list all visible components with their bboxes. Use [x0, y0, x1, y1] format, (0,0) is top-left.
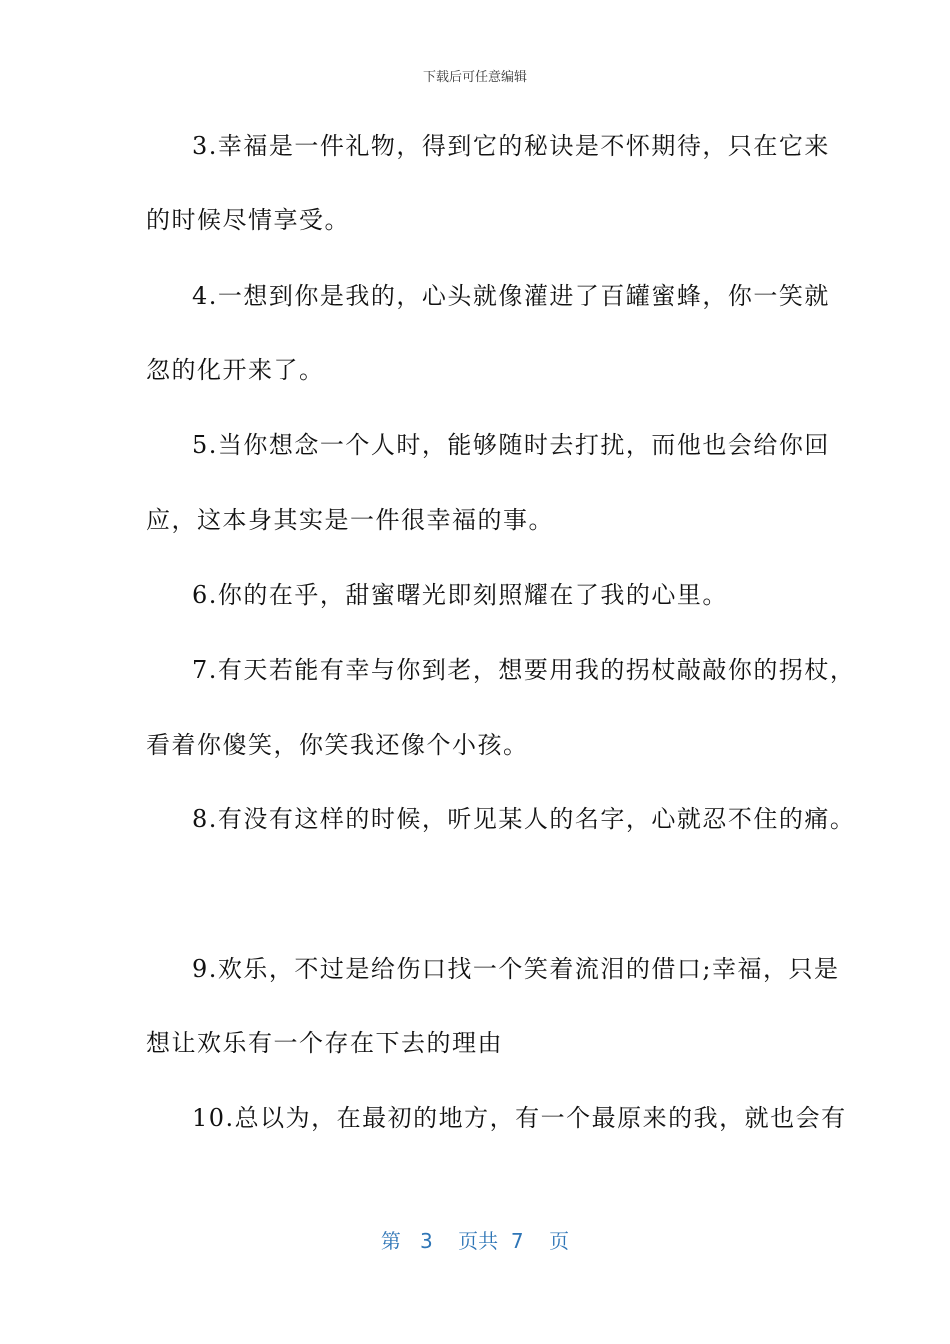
footer-total-pages: 7 — [510, 1229, 524, 1253]
paragraph-line: 5.当你想念一个人时，能够随时去打扰，而他也会给你回 — [192, 431, 830, 459]
paragraph-line: 应，这本身其实是一件很幸福的事。 — [146, 506, 554, 534]
paragraph-line: 的时候尽情享受。 — [146, 206, 350, 234]
paragraph-line: 3.幸福是一件礼物，得到它的秘诀是不怀期待，只在它来 — [192, 132, 830, 160]
paragraph-line: 想让欢乐有一个存在下去的理由 — [146, 1029, 503, 1057]
page-header: 下载后可任意编辑 — [422, 70, 527, 85]
paragraph-line: 8.有没有这样的时候，听见某人的名字，心就忍不住的痛。 — [192, 805, 856, 833]
footer-middle: 页共 — [458, 1229, 499, 1253]
paragraph-line: 忽的化开来了。 — [146, 356, 325, 384]
paragraph-line: 10.总以为，在最初的地方，有一个最原来的我，就也会有 — [192, 1104, 847, 1132]
footer-prefix: 第 — [380, 1229, 401, 1253]
paragraph-line: 7.有天若能有幸与你到老，想要用我的拐杖敲敲你的拐杖， — [192, 656, 856, 684]
paragraph-line: 9.欢乐，不过是给伤口找一个笑着流泪的借口;幸福，只是 — [192, 955, 840, 983]
footer-suffix: 页 — [549, 1229, 570, 1253]
paragraph-line: 4.一想到你是我的，心头就像灌进了百罐蜜蜂，你一笑就 — [192, 282, 830, 310]
paragraph-line: 看着你傻笑，你笑我还像个小孩。 — [146, 731, 529, 759]
footer-page-number: 3 — [420, 1229, 433, 1253]
paragraph-line: 6.你的在乎，甜蜜曙光即刻照耀在了我的心里。 — [192, 581, 728, 609]
page-footer — [0, 1225, 950, 1254]
